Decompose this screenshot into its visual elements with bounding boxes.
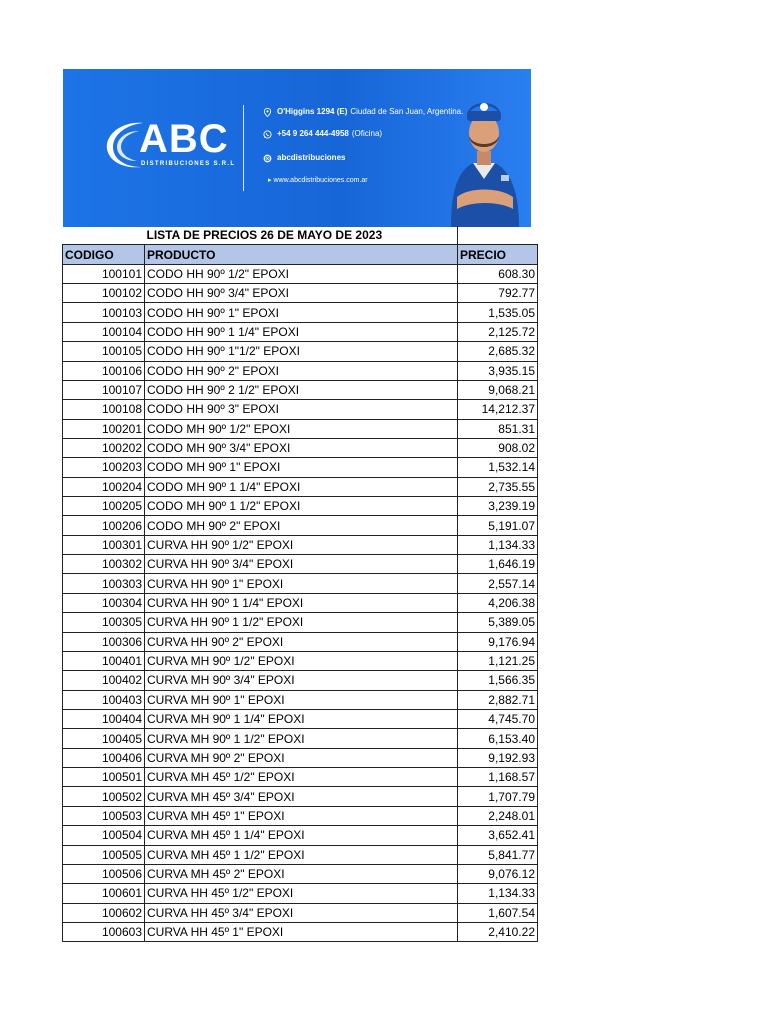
product-name: CURVA MH 90º 1 1/2" EPOXI [145,729,458,748]
product-name: CURVA MH 45º 1 1/4" EPOXI [145,826,458,845]
product-name: CURVA HH 90º 2" EPOXI [145,632,458,651]
company-logo [103,117,236,177]
product-price: 608.30 [458,264,538,283]
table-row [63,477,538,496]
table-row [63,729,538,748]
product-price: 2,882.71 [458,690,538,709]
product-code: 100603 [63,922,145,941]
product-price: 908.02 [458,438,538,457]
product-price: 5,389.05 [458,613,538,632]
product-code: 100404 [63,709,145,728]
product-code: 100102 [63,284,145,303]
product-price: 9,176.94 [458,632,538,651]
table-row [63,380,538,399]
table-row [63,284,538,303]
table-row [63,787,538,806]
product-code: 100502 [63,787,145,806]
product-price: 1,134.33 [458,535,538,554]
table-row [63,497,538,516]
product-name: CURVA HH 45º 1" EPOXI [145,922,458,941]
product-name: CURVA MH 90º 1 1/4" EPOXI [145,709,458,728]
product-price: 3,239.19 [458,497,538,516]
product-name: CODO MH 90º 3/4" EPOXI [145,438,458,457]
product-price: 1,566.35 [458,671,538,690]
product-price: 1,121.25 [458,651,538,670]
product-price: 1,646.19 [458,555,538,574]
website-link[interactable]: ▸ www.abcdistribuciones.com.ar [268,177,368,184]
product-price: 1,168.57 [458,768,538,787]
product-code: 100104 [63,322,145,341]
product-code: 100206 [63,516,145,535]
product-code: 100505 [63,845,145,864]
product-price: 9,076.12 [458,864,538,883]
product-price: 1,134.33 [458,884,538,903]
product-name: CODO MH 90º 1 1/4" EPOXI [145,477,458,496]
product-code: 100601 [63,884,145,903]
table-row [63,613,538,632]
company-banner [63,69,531,227]
product-name: CODO HH 90º 2 1/2" EPOXI [145,380,458,399]
product-name: CURVA MH 45º 1 1/2" EPOXI [145,845,458,864]
product-name: CODO HH 90º 1/2" EPOXI [145,264,458,283]
product-code: 100301 [63,535,145,554]
social-handle: abcdistribuciones [277,153,346,162]
table-row [63,690,538,709]
product-price: 5,191.07 [458,516,538,535]
address-line [263,107,463,117]
product-code: 100106 [63,361,145,380]
product-code: 100504 [63,826,145,845]
product-code: 100108 [63,400,145,419]
product-code: 100405 [63,729,145,748]
product-code: 100402 [63,671,145,690]
product-price: 1,535.05 [458,303,538,322]
product-code: 100304 [63,593,145,612]
product-price: 14,212.37 [458,400,538,419]
product-name: CODO HH 90º 3/4" EPOXI [145,284,458,303]
column-header-codigo: CODIGO [63,245,145,264]
phone-line [263,129,382,139]
table-row [63,322,538,341]
table-row [63,768,538,787]
table-row [63,922,538,941]
column-header-producto: PRODUCTO [145,245,458,264]
product-price: 4,745.70 [458,709,538,728]
person-illustration [443,75,525,227]
instagram-icon [263,154,272,163]
product-price: 792.77 [458,284,538,303]
product-name: CURVA HH 90º 1 1/4" EPOXI [145,593,458,612]
logo-text: ABC [139,117,229,161]
product-name: CURVA MH 90º 1" EPOXI [145,690,458,709]
product-name: CURVA MH 90º 2" EPOXI [145,748,458,767]
product-price: 3,652.41 [458,826,538,845]
product-code: 100305 [63,613,145,632]
table-row [63,671,538,690]
product-name: CURVA MH 45º 1/2" EPOXI [145,768,458,787]
product-name: CURVA MH 45º 2" EPOXI [145,864,458,883]
product-code: 100103 [63,303,145,322]
price-list-title: LISTA DE PRECIOS 26 DE MAYO DE 2023 [146,228,383,243]
table-row [63,806,538,825]
whatsapp-icon [263,130,272,139]
product-name: CODO HH 90º 2" EPOXI [145,361,458,380]
banner-divider [243,105,244,191]
table-row [63,361,538,380]
product-price: 2,735.55 [458,477,538,496]
table-row [63,845,538,864]
table-row [63,632,538,651]
product-code: 100303 [63,574,145,593]
product-name: CODO MH 90º 1" EPOXI [145,458,458,477]
header-row [63,245,538,264]
address-bold: O'Higgins 1294 (E) [277,107,348,116]
table-row [63,458,538,477]
table-row [63,516,538,535]
product-code: 100401 [63,651,145,670]
product-code: 100205 [63,497,145,516]
product-name: CURVA HH 90º 1" EPOXI [145,574,458,593]
table-row [63,864,538,883]
product-price: 5,841.77 [458,845,538,864]
product-name: CURVA MH 45º 3/4" EPOXI [145,787,458,806]
product-price: 4,206.38 [458,593,538,612]
product-name: CURVA HH 45º 1/2" EPOXI [145,884,458,903]
product-code: 100201 [63,419,145,438]
product-code: 100107 [63,380,145,399]
table-row [63,535,538,554]
product-name: CODO HH 90º 1 1/4" EPOXI [145,322,458,341]
product-code: 100503 [63,806,145,825]
product-price: 9,068.21 [458,380,538,399]
product-name: CURVA HH 45º 3/4" EPOXI [145,903,458,922]
table-row [63,438,538,457]
product-code: 100501 [63,768,145,787]
product-name: CURVA MH 90º 3/4" EPOXI [145,671,458,690]
product-code: 100302 [63,555,145,574]
product-price: 2,410.22 [458,922,538,941]
product-code: 100101 [63,264,145,283]
product-code: 100202 [63,438,145,457]
product-name: CURVA HH 90º 1 1/2" EPOXI [145,613,458,632]
product-price: 2,557.14 [458,574,538,593]
product-name: CURVA MH 45º 1" EPOXI [145,806,458,825]
product-code: 100403 [63,690,145,709]
product-name: CURVA HH 90º 1/2" EPOXI [145,535,458,554]
product-code: 100105 [63,342,145,361]
table-row [63,574,538,593]
location-pin-icon [263,108,272,117]
product-name: CODO HH 90º 3" EPOXI [145,400,458,419]
social-line [263,153,348,163]
product-name: CODO MH 90º 2" EPOXI [145,516,458,535]
product-name: CODO HH 90º 1"1/2" EPOXI [145,342,458,361]
product-code: 100506 [63,864,145,883]
product-code: 100602 [63,903,145,922]
phone-bold: +54 9 264 444-4958 [277,129,349,138]
logo-subtitle: DISTRIBUCIONES S.R.L [141,161,236,167]
column-header-precio: PRECIO [458,245,538,264]
product-name: CODO HH 90º 1" EPOXI [145,303,458,322]
table-row [63,303,538,322]
table-row [63,419,538,438]
table-row [63,709,538,728]
table-row [63,555,538,574]
product-price: 1,607.54 [458,903,538,922]
product-name: CURVA MH 90º 1/2" EPOXI [145,651,458,670]
price-list-table [62,226,538,942]
title-row [63,226,538,245]
product-name: CURVA HH 90º 3/4" EPOXI [145,555,458,574]
product-price: 2,685.32 [458,342,538,361]
phone-rest: (Oficina) [351,129,383,138]
product-code: 100203 [63,458,145,477]
table-row [63,826,538,845]
table-row [63,342,538,361]
table-row [63,264,538,283]
table-row [63,400,538,419]
product-code: 100306 [63,632,145,651]
table-row [63,748,538,767]
product-price: 2,248.01 [458,806,538,825]
product-price: 6,153.40 [458,729,538,748]
table-row [63,884,538,903]
product-price: 9,192.93 [458,748,538,767]
product-price: 3,935.15 [458,361,538,380]
product-name: CODO MH 90º 1 1/2" EPOXI [145,497,458,516]
product-price: 2,125.72 [458,322,538,341]
product-price: 1,532.14 [458,458,538,477]
product-price: 1,707.79 [458,787,538,806]
table-row [63,593,538,612]
address-rest: Ciudad de San Juan, Argentina. [350,107,464,116]
product-name: CODO MH 90º 1/2" EPOXI [145,419,458,438]
table-row [63,651,538,670]
product-code: 100204 [63,477,145,496]
product-code: 100406 [63,748,145,767]
table-row [63,903,538,922]
product-price: 851.31 [458,419,538,438]
